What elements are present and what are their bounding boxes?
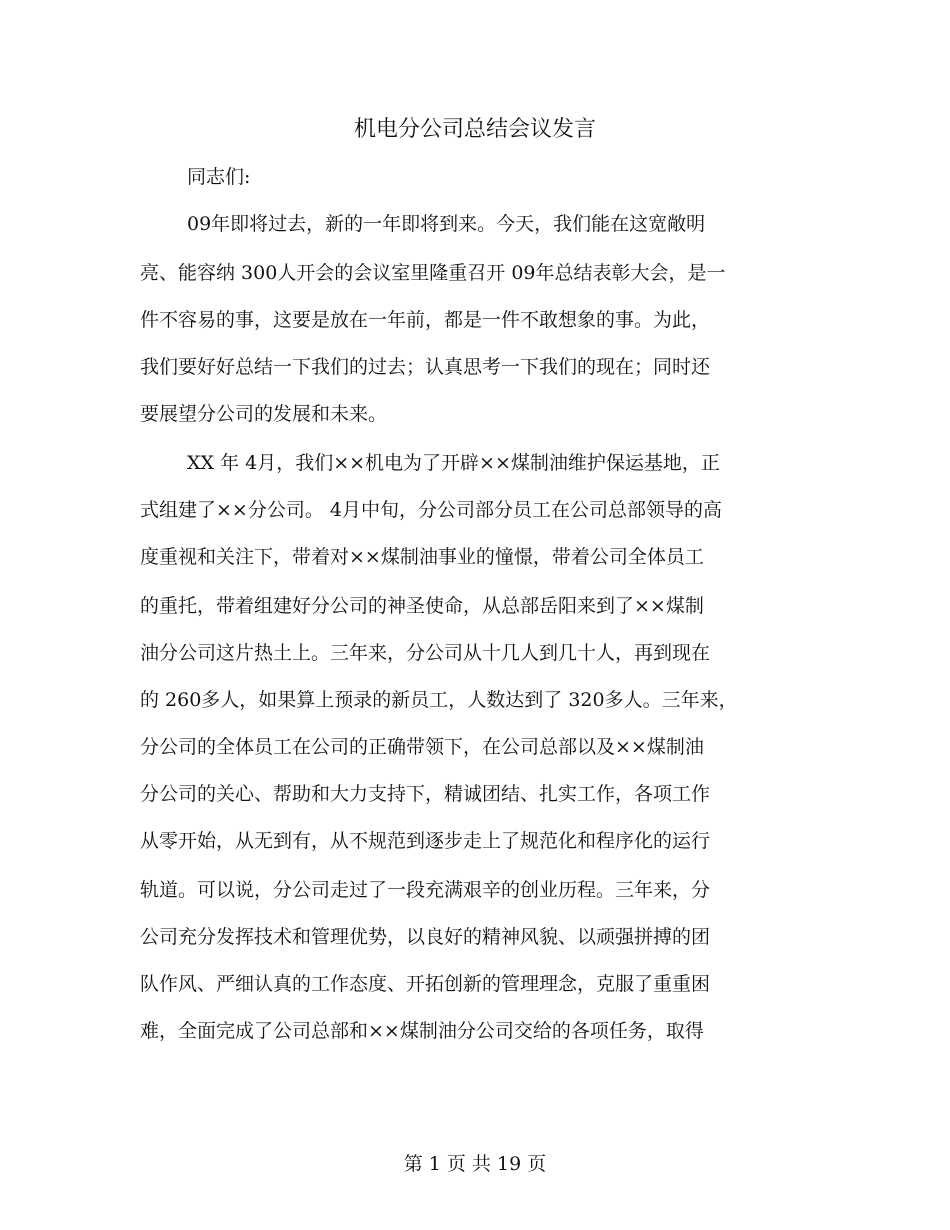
body-line: 公司充分发挥技术和管理优势，以良好的精神风貌、以顽强拼搏的团 bbox=[140, 926, 711, 948]
salutation: 同志们: bbox=[187, 166, 251, 188]
body-line: 分公司的全体员工在公司的正确带领下，在公司总部以及××煤制油 bbox=[140, 736, 704, 758]
body-line: 要展望分公司的发展和未来。 bbox=[140, 403, 388, 425]
body-line: 亮、能容纳 300人开会的会议室里隆重召开 09年总结表彰大会，是一 bbox=[140, 262, 726, 284]
body-line: 从零开始，从无到有，从不规范到逐步走上了规范化和程序化的运行 bbox=[140, 830, 711, 852]
body-line: 的 260多人，如果算上预录的新员工，人数达到了 320多人。三年来， bbox=[140, 689, 738, 711]
body-line: XX 年 4月，我们××机电为了开辟××煤制油维护保运基地，正 bbox=[187, 452, 720, 474]
body-line: 件不容易的事，这要是放在一年前，都是一件不敢想象的事。为此， bbox=[140, 309, 711, 331]
body-line: 难，全面完成了公司总部和××煤制油分公司交给的各项任务，取得 bbox=[140, 1020, 704, 1042]
body-line: 的重托，带着组建好分公司的神圣使命，从总部岳阳来到了××煤制 bbox=[140, 595, 704, 617]
body-line: 队作风、严细认真的工作态度、开拓创新的管理理念，克服了重重困 bbox=[140, 973, 711, 995]
page-number-footer: 第 1 页 共 19 页 bbox=[403, 1153, 547, 1175]
body-line: 分公司的关心、帮助和大力支持下，精诚团结、扎实工作，各项工作 bbox=[140, 783, 711, 805]
document-title: 机电分公司总结会议发言 bbox=[353, 117, 596, 142]
body-line: 09年即将过去，新的一年即将到来。今天，我们能在这宽敞明 bbox=[187, 213, 706, 235]
body-line: 式组建了××分公司。 4月中旬，分公司部分员工在公司总部领导的高 bbox=[140, 499, 722, 521]
body-line: 油分公司这片热土上。三年来，分公司从十几人到几十人，再到现在 bbox=[140, 642, 711, 664]
body-line: 度重视和关注下，带着对××煤制油事业的憧憬，带着公司全体员工 bbox=[140, 546, 704, 568]
body-line: 轨道。可以说，分公司走过了一段充满艰辛的创业历程。三年来，分 bbox=[140, 879, 711, 901]
body-line: 我们要好好总结一下我们的过去；认真思考一下我们的现在；同时还 bbox=[140, 356, 711, 378]
